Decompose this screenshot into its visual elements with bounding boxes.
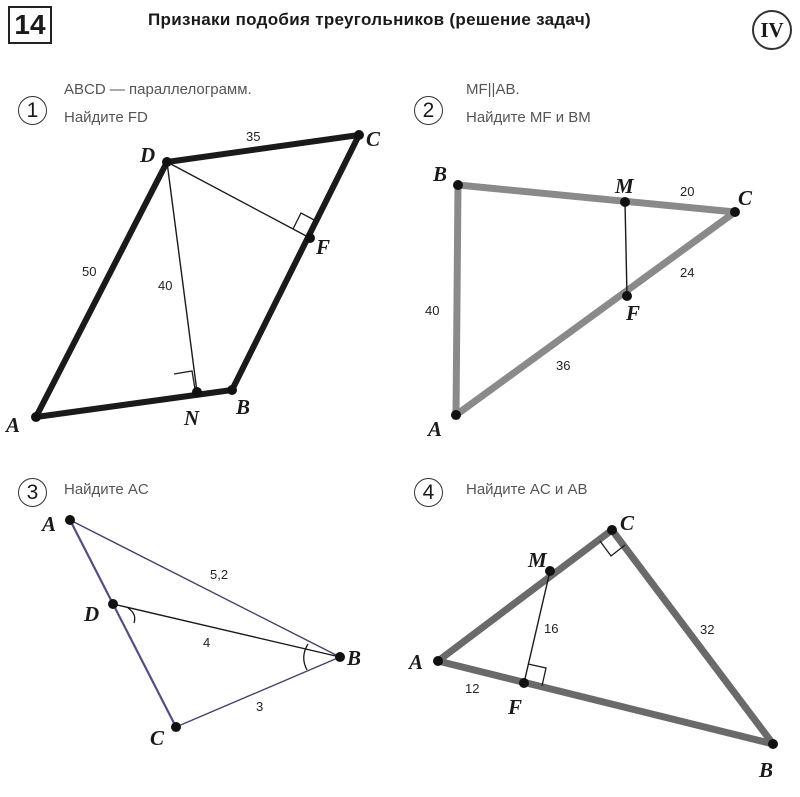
measure-AB: 5,2	[210, 567, 229, 582]
point-A	[31, 412, 41, 422]
label-C: C	[366, 127, 381, 151]
label-A: A	[42, 512, 57, 536]
label-F: F	[626, 301, 641, 325]
point-B	[335, 652, 345, 662]
angle-B-mark	[304, 644, 308, 670]
label-A: A	[409, 650, 424, 674]
height-DN	[167, 162, 197, 392]
measure-CB: 3	[256, 699, 264, 714]
point-A	[451, 410, 461, 420]
segment-MF	[625, 202, 627, 296]
point-D	[108, 599, 118, 609]
point-N	[192, 387, 202, 397]
point-M	[620, 197, 630, 207]
point-B	[768, 739, 778, 749]
problem-2-condition-2: Найдите MF и BM	[466, 109, 591, 126]
point-B	[227, 385, 237, 395]
point-B	[453, 180, 463, 190]
problem-1-condition-1: ABCD — параллелограмм.	[64, 81, 252, 98]
problem-4-number: 4	[414, 478, 443, 507]
figure-1	[4, 127, 381, 437]
measure-DC: 35	[246, 129, 261, 144]
measure-AB: 40	[425, 303, 440, 318]
side-CB	[232, 135, 359, 390]
measure-AD: 50	[82, 264, 97, 279]
label-B: B	[236, 395, 251, 419]
figure-3	[40, 512, 361, 750]
label-N: N	[184, 406, 200, 430]
label-C: C	[150, 726, 165, 750]
label-A: A	[428, 417, 443, 441]
label-F: F	[508, 695, 523, 719]
side-AB	[456, 185, 458, 415]
label-F: F	[316, 235, 331, 259]
point-C	[171, 722, 181, 732]
measure-MF: 16	[544, 621, 559, 636]
point-D	[162, 157, 172, 167]
label-M: M	[615, 174, 634, 198]
right-angle-N-mark	[174, 371, 195, 389]
measure-AF: 12	[465, 681, 480, 696]
point-F	[305, 233, 315, 243]
problem-2-number: 2	[414, 96, 443, 125]
problem-1-number: 1	[18, 96, 47, 125]
side-CB	[176, 657, 340, 727]
problem-3-condition: Найдите AC	[64, 481, 149, 498]
measure-MC: 20	[680, 184, 695, 199]
point-F	[622, 291, 632, 301]
label-C: C	[620, 511, 635, 535]
label-D: D	[84, 602, 100, 626]
side-AC	[438, 530, 612, 661]
problem-2-condition-1: MF||AB.	[466, 81, 520, 98]
problem-3-number: 3	[18, 478, 47, 507]
measure-CB: 32	[700, 622, 715, 637]
figure-4	[407, 511, 778, 782]
label-C: C	[738, 186, 753, 210]
side-DC	[167, 135, 359, 162]
sheet-number: 14	[8, 6, 52, 44]
point-C	[607, 525, 617, 535]
problem-1-condition-2: Найдите FD	[64, 109, 148, 126]
page-title: Признаки подобия треугольников (решение задач)	[148, 10, 591, 29]
measure-AF: 36	[556, 358, 571, 373]
label-B: B	[759, 758, 774, 782]
point-C	[354, 130, 364, 140]
point-F	[519, 678, 529, 688]
figure-2	[425, 162, 753, 441]
label-B: B	[347, 646, 362, 670]
point-A	[433, 656, 443, 666]
measure-DN: 40	[158, 278, 173, 293]
label-M: M	[528, 548, 547, 572]
side-AD	[36, 162, 167, 417]
measure-DB: 4	[203, 635, 211, 650]
angle-D-mark	[128, 608, 135, 623]
height-DF	[167, 162, 310, 238]
side-CA	[456, 212, 735, 415]
point-A	[65, 515, 75, 525]
level-badge: IV	[752, 10, 792, 50]
side-AB	[36, 390, 232, 417]
problem-4-condition: Найдите AC и AB	[466, 481, 588, 498]
measure-FC: 24	[680, 265, 695, 280]
label-D: D	[140, 143, 156, 167]
label-B: B	[433, 162, 448, 186]
label-A: A	[6, 413, 21, 437]
